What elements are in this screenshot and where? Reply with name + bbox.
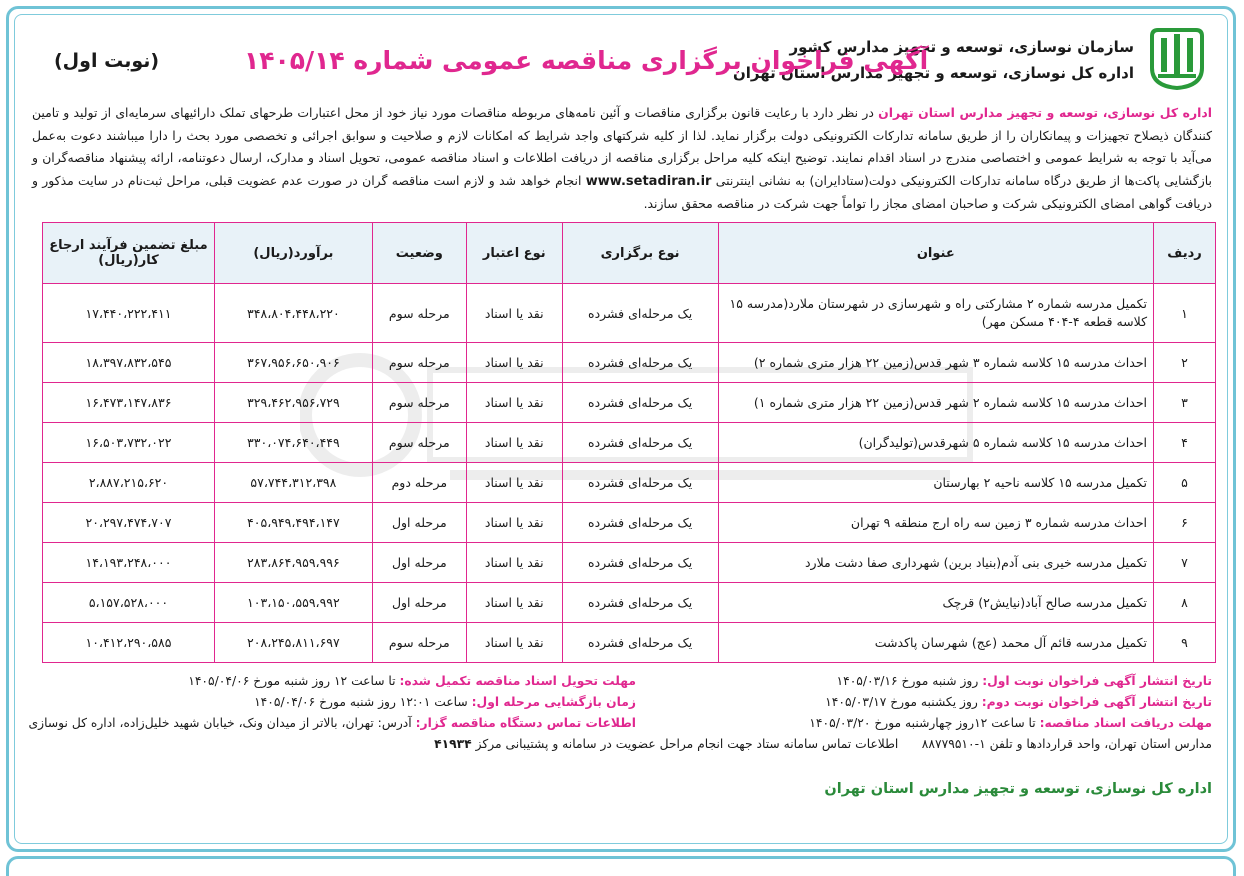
estimate-amount: ۴۰۵،۹۴۹،۴۹۴،۱۴۷ <box>214 503 372 543</box>
credit-type: نقد یا اسناد <box>466 423 562 463</box>
page-title: آگهی فراخوان برگزاری مناقصه عمومی شماره ۱۴۰۵/۱۴ <box>244 46 929 75</box>
guarantee-amount: ۱۰،۴۱۲،۲۹۰،۵۸۵ <box>43 623 215 663</box>
table-row <box>43 543 1216 583</box>
status: مرحله اول <box>372 543 466 583</box>
government-emblem-icon <box>1146 26 1208 90</box>
credit-type: نقد یا اسناد <box>466 463 562 503</box>
estimate-amount: ۱۰۳،۱۵۰،۵۵۹،۹۹۲ <box>214 583 372 623</box>
signature: اداره کل نوسازی، توسعه و تجهیز مدارس استان تهران <box>824 781 1212 797</box>
status: مرحله سوم <box>372 623 466 663</box>
row-number: ۸ <box>1154 583 1216 623</box>
col-header-title: عنوان <box>718 223 1154 284</box>
col-header-tender-type: نوع برگزاری <box>562 223 718 284</box>
tender-type: یک مرحله‌ای فشرده <box>562 623 718 663</box>
guarantee-amount: ۱۶،۴۷۳،۱۴۷،۸۳۶ <box>43 383 215 423</box>
estimate-amount: ۳۶۷،۹۵۶،۶۵۰،۹۰۶ <box>214 343 372 383</box>
project-title: تکمیل مدرسه شماره ۲ مشارکتی راه و شهرسازی در شهرستان ملارد(مدرسه ۱۵ کلاسه قطعه ۴-۴۰۴ مسکن مهر) <box>718 284 1154 343</box>
next-ad-frame <box>6 856 1236 876</box>
guarantee-amount: ۵،۱۵۷،۵۲۸،۰۰۰ <box>43 583 215 623</box>
tenders-table <box>42 222 1216 663</box>
table-header-row <box>43 223 1216 284</box>
estimate-amount: ۳۳۰،۰۷۴،۶۴۰،۴۴۹ <box>214 423 372 463</box>
project-title: احداث مدرسه ۱۵ کلاسه شماره ۳ شهر قدس(زمین ۲۲ هزار متری شماره ۲) <box>718 343 1154 383</box>
tender-type: یک مرحله‌ای فشرده <box>562 543 718 583</box>
first-publish-date: تاریخ انتشار آگهی فراخوان نوبت اول: روز شنبه مورخ ۱۴۰۵/۰۳/۱۶ <box>836 674 1212 688</box>
footer-details <box>28 671 1216 797</box>
round-label: (نوبت اول) <box>54 50 160 72</box>
credit-type: نقد یا اسناد <box>466 623 562 663</box>
guarantee-amount: ۲،۸۸۷،۲۱۵،۶۲۰ <box>43 463 215 503</box>
status: مرحله اول <box>372 503 466 543</box>
opening-time: زمان بازگشایی مرحله اول: ساعت ۱۲:۰۱ روز شنبه مورخ ۱۴۰۵/۰۴/۰۶ <box>254 695 636 709</box>
col-header-status: وضعیت <box>372 223 466 284</box>
advertisement <box>28 22 1216 797</box>
project-title: احداث مدرسه ۱۵ کلاسه شماره ۲ شهر قدس(زمین ۲۲ هزار متری شماره ۱) <box>718 383 1154 423</box>
project-title: احداث مدرسه شماره ۳ زمین سه راه ارج منطقه ۹ تهران <box>718 503 1154 543</box>
row-number: ۵ <box>1154 463 1216 503</box>
project-title: تکمیل مدرسه خیری بنی آدم(بنیاد برین) شهرداری صفا دشت ملارد <box>718 543 1154 583</box>
row-number: ۷ <box>1154 543 1216 583</box>
status: مرحله سوم <box>372 284 466 343</box>
guarantee-amount: ۱۷،۴۴۰،۲۲۲،۴۱۱ <box>43 284 215 343</box>
guarantee-amount: ۱۶،۵۰۳،۷۳۲،۰۲۲ <box>43 423 215 463</box>
estimate-amount: ۳۴۸،۸۰۴،۴۴۸،۲۲۰ <box>214 284 372 343</box>
estimate-amount: ۳۲۹،۴۶۲،۹۵۶،۷۲۹ <box>214 383 372 423</box>
row-number: ۳ <box>1154 383 1216 423</box>
document-receipt-deadline: مهلت دریافت اسناد مناقصه: تا ساعت ۱۲روز چهارشنبه مورخ ۱۴۰۵/۰۳/۲۰ <box>809 716 1212 730</box>
project-title: تکمیل مدرسه قائم آل محمد (عج) شهرسان پاکدشت <box>718 623 1154 663</box>
credit-type: نقد یا اسناد <box>466 583 562 623</box>
credit-type: نقد یا اسناد <box>466 503 562 543</box>
project-title: تکمیل مدرسه صالح آباد(نیایش۲) قرچک <box>718 583 1154 623</box>
table-row <box>43 383 1216 423</box>
table-row <box>43 623 1216 663</box>
status: مرحله سوم <box>372 423 466 463</box>
submission-deadline: مهلت تحویل اسناد مناقصه تکمیل شده: تا ساعت ۱۲ روز شنبه مورخ ۱۴۰۵/۰۴/۰۶ <box>188 674 636 688</box>
second-publish-date: تاریخ انتشار آگهی فراخوان نوبت دوم: روز یکشنبه مورخ ۱۴۰۵/۰۳/۱۷ <box>825 695 1212 709</box>
tender-type: یک مرحله‌ای فشرده <box>562 383 718 423</box>
table-row <box>43 503 1216 543</box>
status: مرحله سوم <box>372 343 466 383</box>
header <box>28 22 1216 102</box>
credit-type: نقد یا اسناد <box>466 343 562 383</box>
credit-type: نقد یا اسناد <box>466 284 562 343</box>
intro-org-name: اداره کل نوسازی، توسعه و تجهیز مدارس استان تهران <box>878 105 1212 120</box>
support-center-number: ۴۱۹۳۴ <box>434 737 472 751</box>
footer-dates-left <box>28 671 636 734</box>
row-number: ۱ <box>1154 284 1216 343</box>
intro-paragraph <box>28 102 1216 220</box>
col-header-estimate: برآورد(ریال) <box>214 223 372 284</box>
project-title: احداث مدرسه ۱۵ کلاسه شماره ۵ شهرقدس(تولیدگران) <box>718 423 1154 463</box>
setadiran-link[interactable]: www.setadiran.ir <box>585 173 712 189</box>
row-number: ۹ <box>1154 623 1216 663</box>
status: مرحله سوم <box>372 383 466 423</box>
row-number: ۶ <box>1154 503 1216 543</box>
intro-text-b: انجام خواهد شد و لازم است مناقصه گران در صورت عدم عضویت قبلی، مراحل ثبت‌نام در سایت مذکور و دریافت گواهی امضای الکترونیکی شرکت و صاحبان امضای مجاز را تواماً جهت شرکت در مناقصه محقق سازند. <box>32 172 1212 211</box>
credit-type: نقد یا اسناد <box>466 383 562 423</box>
guarantee-amount: ۱۴،۱۹۳،۲۴۸،۰۰۰ <box>43 543 215 583</box>
col-header-credit-type: نوع اعتبار <box>466 223 562 284</box>
org-line-2: اداره کل نوسازی، توسعه و تجهیز مدارس استان تهران <box>732 64 1134 82</box>
table-row <box>43 423 1216 463</box>
org-line-1: سازمان نوسازی، توسعه و تجهیز مدارس کشور <box>789 38 1134 56</box>
tender-type: یک مرحله‌ای فشرده <box>562 423 718 463</box>
status: مرحله اول <box>372 583 466 623</box>
estimate-amount: ۵۷،۷۴۴،۳۱۲،۳۹۸ <box>214 463 372 503</box>
contact-info: اطلاعات تماس دستگاه مناقصه گزار: آدرس: تهران، بالاتر از میدان ونک، خیابان شهید خلیل‌زاده، اداره کل نوسازی <box>28 716 636 730</box>
table-row <box>43 583 1216 623</box>
col-header-guarantee: مبلغ تضمین فرآیند ارجاع کار(ریال) <box>43 223 215 284</box>
contact-phone-line: مدارس استان تهران، واحد قراردادها و تلفن ۱-۸۸۷۷۹۵۱۰ اطلاعات تماس سامانه ستاد جهت انجام مراحل عضویت در سامانه و پشتیبانی مرکز ۴۱۹۳۴ <box>434 737 1212 751</box>
tender-type: یک مرحله‌ای فشرده <box>562 463 718 503</box>
table-row <box>43 463 1216 503</box>
tender-type: یک مرحله‌ای فشرده <box>562 503 718 543</box>
estimate-amount: ۲۰۸،۲۴۵،۸۱۱،۶۹۷ <box>214 623 372 663</box>
guarantee-amount: ۱۸،۳۹۷،۸۳۲،۵۴۵ <box>43 343 215 383</box>
tender-type: یک مرحله‌ای فشرده <box>562 284 718 343</box>
table-row <box>43 284 1216 343</box>
row-number: ۲ <box>1154 343 1216 383</box>
tender-type: یک مرحله‌ای فشرده <box>562 583 718 623</box>
status: مرحله دوم <box>372 463 466 503</box>
intro-text-a: در نظر دارد با رعایت قانون برگزاری مناقصات و آئین نامه‌های مربوطه مناقصات مورد نیاز خود از محل اعتبارات طرحهای تملک دارائیهای سرمایه‌ای از تولید و تامین کنندگان ذیصلاح تجهیزات و پیمانکاران را از طریق سامانه تدارکات الکترونیکی دولت برگزار نماید. لذا از کلیه شرکتهای واجد شرایط که امکانات لازم و صلاحیت و سوابق اجرائی و تخصصی مورد بحث را دارا میباشند دعوت به‌عمل می‌آید با توجه به شرایط عمومی و اختصاصی مندرج در اسناد اقدام نمایند. توضیح اینکه کلیه مراحل برگزاری مناقصه از دریافت اطلاعات و اسناد مناقصه عمومی، تحویل اسناد و مدارک، ارسال دعوتنامه، ارائه پیشنهاد مناقصه‌گران و بازگشایی پاکت‌ها از طریق درگاه سامانه تدارکات الکترونیکی دولت(ستادایران) به نشانی اینترنتی <box>32 105 1213 188</box>
col-header-row-number: ردیف <box>1154 223 1216 284</box>
footer-dates-right <box>652 671 1212 734</box>
table-row <box>43 343 1216 383</box>
row-number: ۴ <box>1154 423 1216 463</box>
guarantee-amount: ۲۰،۲۹۷،۴۷۴،۷۰۷ <box>43 503 215 543</box>
credit-type: نقد یا اسناد <box>466 543 562 583</box>
estimate-amount: ۲۸۳،۸۶۴،۹۵۹،۹۹۶ <box>214 543 372 583</box>
tender-type: یک مرحله‌ای فشرده <box>562 343 718 383</box>
project-title: تکمیل مدرسه ۱۵ کلاسه ناحیه ۲ بهارستان <box>718 463 1154 503</box>
